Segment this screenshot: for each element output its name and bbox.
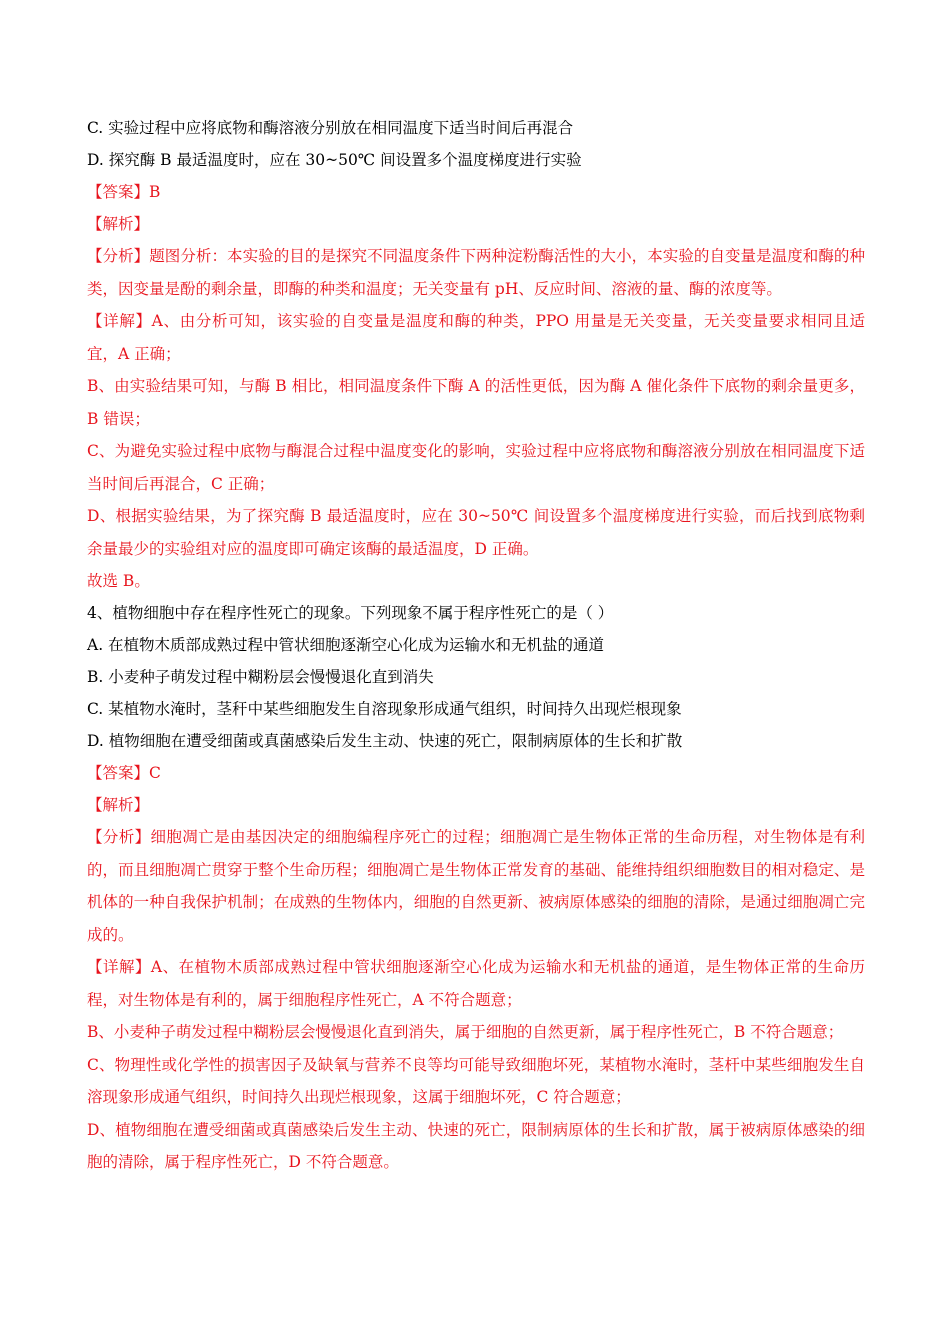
q3-analysis-label: 【解析】 xyxy=(87,215,150,233)
q3-xiangjie-d: D、根据实验结果，为了探究酶 B 最适温度时，应在 30~50℃ 间设置多个温度梯度进行实验，而后找到底物剩余量最少的实验组对应的温度即可确定该酶的最适温度，D 正确。 xyxy=(87,507,865,558)
q3-answer: 【答案】B xyxy=(87,183,161,201)
q4-option-d: D. 植物细胞在遭受细菌或真菌感染后发生主动、快速的死亡，限制病原体的生长和扩散 xyxy=(87,732,683,750)
q3-xiangjie-a: 【详解】A、由分析可知，该实验的自变量是温度和酶的种类，PPO 用量是无关变量，无关变量要求相同且适宜，A 正确； xyxy=(87,312,865,363)
q3-xiangjie-b: B、由实验结果可知，与酶 B 相比，相同温度条件下酶 A 的活性更低，因为酶 A 催化条件下底物的剩余量更多，B 错误； xyxy=(87,377,865,428)
q4-option-c: C. 某植物水淹时，茎秆中某些细胞发生自溶现象形成通气组织，时间持久出现烂根现象 xyxy=(87,700,682,718)
q3-xiangjie-c: C、为避免实验过程中底物与酶混合过程中温度变化的影响，实验过程中应将底物和酶溶液分别放在相同温度下适当时间后再混合，C 正确； xyxy=(87,442,865,493)
q3-option-c: C. 实验过程中应将底物和酶溶液分别放在相同温度下适当时间后再混合 xyxy=(87,119,574,137)
q3-conclusion: 故选 B。 xyxy=(87,572,150,590)
q4-stem: 4、植物细胞中存在程序性死亡的现象。下列现象不属于程序性死亡的是（ ） xyxy=(87,604,614,622)
q4-xiangjie-a: 【详解】A、在植物木质部成熟过程中管状细胞逐渐空心化成为运输水和无机盐的通道，是生物体正常的生命历程，对生物体是有利的，属于细胞程序性死亡，A 不符合题意； xyxy=(87,958,865,1009)
document-page xyxy=(87,112,865,1179)
q4-answer: 【答案】C xyxy=(87,764,161,782)
q4-option-b: B. 小麦种子萌发过程中糊粉层会慢慢退化直到消失 xyxy=(87,668,434,686)
q3-fenxi: 【分析】题图分析：本实验的目的是探究不同温度条件下两种淀粉酶活性的大小，本实验的自变量是温度和酶的种类，因变量是酚的剩余量，即酶的种类和温度；无关变量有 pH、反应时间、溶液的量、酶的浓度等。 xyxy=(87,247,865,298)
q4-option-a: A. 在植物木质部成熟过程中管状细胞逐渐空心化成为运输水和无机盐的通道 xyxy=(87,636,605,654)
q4-fenxi: 【分析】细胞凋亡是由基因决定的细胞编程序死亡的过程；细胞凋亡是生物体正常的生命历程，对生物体是有利的，而且细胞凋亡贯穿于整个生命历程；细胞凋亡是生物体正常发育的基础、能维持组织细胞数目的相对稳定、是机体的一种自我保护机制；在成熟的生物体内，细胞的自然更新、被病原体感染的细胞的清除，是通过细胞凋亡完成的。 xyxy=(87,828,865,944)
q4-xiangjie-d: D、植物细胞在遭受细菌或真菌感染后发生主动、快速的死亡，限制病原体的生长和扩散，属于被病原体感染的细胞的清除，属于程序性死亡，D 不符合题意。 xyxy=(87,1120,865,1171)
q4-xiangjie-c: C、物理性或化学性的损害因子及缺氧与营养不良等均可能导致细胞坏死，某植物水淹时，茎杆中某些细胞发生自溶现象形成通气组织，时间持久出现烂根现象，这属于细胞坏死，C 符合题意； xyxy=(87,1055,865,1106)
q3-option-d: D. 探究酶 B 最适温度时，应在 30~50℃ 间设置多个温度梯度进行实验 xyxy=(87,151,582,169)
q4-analysis-label: 【解析】 xyxy=(87,796,150,814)
q4-xiangjie-b: B、小麦种子萌发过程中糊粉层会慢慢退化直到消失，属于细胞的自然更新，属于程序性死亡，B 不符合题意； xyxy=(87,1023,844,1041)
